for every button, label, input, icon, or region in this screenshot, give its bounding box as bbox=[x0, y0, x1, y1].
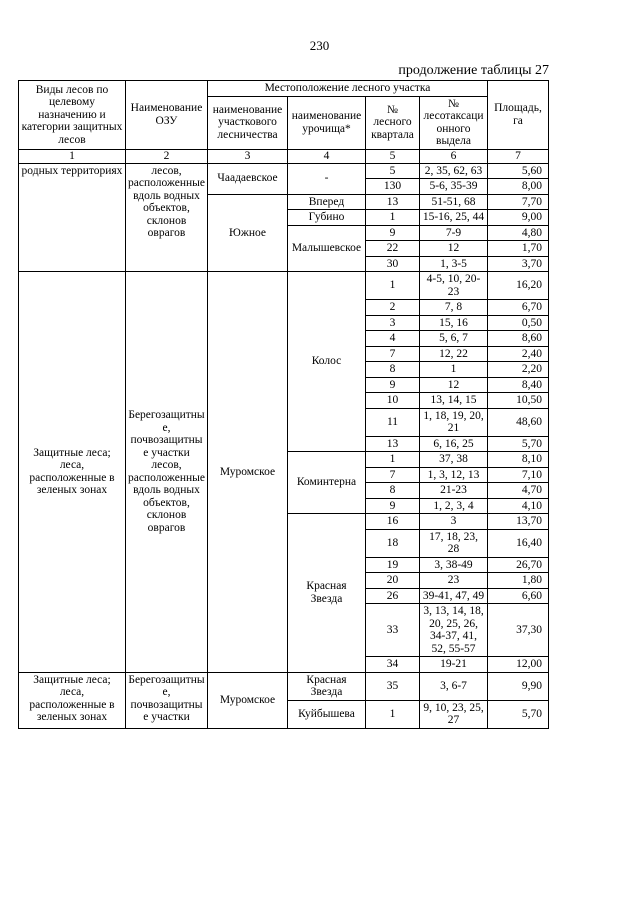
area-cell: 10,50 bbox=[488, 393, 549, 409]
col-number: 3 bbox=[208, 149, 288, 163]
area-cell: 8,60 bbox=[488, 331, 549, 347]
area-cell: 1,80 bbox=[488, 573, 549, 589]
area-cell: 8,40 bbox=[488, 377, 549, 393]
header-tract: наименование урочища* bbox=[288, 96, 366, 149]
area-cell: 9,00 bbox=[488, 210, 549, 226]
quarter-cell: 20 bbox=[366, 573, 420, 589]
header-location-group: Местоположение лесного участка bbox=[208, 81, 488, 97]
quarter-cell: 1 bbox=[366, 272, 420, 300]
allotment-cell: 4-5, 10, 20-23 bbox=[420, 272, 488, 300]
tract-cell: Красная Звезда bbox=[288, 514, 366, 673]
quarter-cell: 13 bbox=[366, 194, 420, 210]
table-row bbox=[19, 272, 549, 300]
quarter-cell: 33 bbox=[366, 604, 420, 657]
header-area: Площадь, га bbox=[488, 81, 549, 150]
continuation-title: продолжение таблицы 27 bbox=[398, 63, 549, 78]
quarter-cell: 9 bbox=[366, 498, 420, 514]
col-number: 5 bbox=[366, 149, 420, 163]
allotment-cell: 1 bbox=[420, 362, 488, 378]
header-allotment: № лесотаксационного выдела bbox=[420, 96, 488, 149]
allotment-cell: 51-51, 68 bbox=[420, 194, 488, 210]
quarter-cell: 30 bbox=[366, 256, 420, 272]
allotment-cell: 15, 16 bbox=[420, 315, 488, 331]
area-cell: 48,60 bbox=[488, 408, 549, 436]
forest-type-cell: Защитные леса; леса, расположенные в зеленых зонах bbox=[19, 672, 126, 728]
allotment-cell: 1, 2, 3, 4 bbox=[420, 498, 488, 514]
quarter-cell: 4 bbox=[366, 331, 420, 347]
ozu-cell: Берегозащитные, почвозащитные участки bbox=[126, 672, 208, 728]
quarter-cell: 13 bbox=[366, 436, 420, 452]
ozu-cell: Берегозащитные, почвозащитные участки лесов, расположенные вдоль водных объектов, склонов оврагов bbox=[126, 272, 208, 673]
allotment-cell: 37, 38 bbox=[420, 452, 488, 468]
allotment-cell: 1, 3-5 bbox=[420, 256, 488, 272]
tract-cell: Куйбышева bbox=[288, 700, 366, 728]
col-number: 1 bbox=[19, 149, 126, 163]
forestry-cell: Чаадаевское bbox=[208, 163, 288, 194]
forestry-cell: Южное bbox=[208, 194, 288, 272]
area-cell: 7,10 bbox=[488, 467, 549, 483]
tract-cell: Коминтерна bbox=[288, 452, 366, 514]
forest-plots-table bbox=[18, 80, 549, 729]
quarter-cell: 130 bbox=[366, 179, 420, 195]
allotment-cell: 15-16, 25, 44 bbox=[420, 210, 488, 226]
quarter-cell: 11 bbox=[366, 408, 420, 436]
quarter-cell: 5 bbox=[366, 163, 420, 179]
allotment-cell: 13, 14, 15 bbox=[420, 393, 488, 409]
header-forestry: наименование участкового лесничества bbox=[208, 96, 288, 149]
allotment-cell: 12, 22 bbox=[420, 346, 488, 362]
allotment-cell: 5-6, 35-39 bbox=[420, 179, 488, 195]
area-cell: 4,80 bbox=[488, 225, 549, 241]
quarter-cell: 9 bbox=[366, 225, 420, 241]
quarter-cell: 16 bbox=[366, 514, 420, 530]
allotment-cell: 23 bbox=[420, 573, 488, 589]
col-number: 6 bbox=[420, 149, 488, 163]
tract-cell: Малышевское bbox=[288, 225, 366, 272]
allotment-cell: 19-21 bbox=[420, 657, 488, 673]
area-cell: 6,60 bbox=[488, 588, 549, 604]
area-cell: 13,70 bbox=[488, 514, 549, 530]
area-cell: 8,10 bbox=[488, 452, 549, 468]
page-number: 230 bbox=[309, 38, 330, 53]
allotment-cell: 1, 3, 12, 13 bbox=[420, 467, 488, 483]
ozu-cell: лесов, расположенные вдоль водных объектов, склонов оврагов bbox=[126, 163, 208, 272]
quarter-cell: 2 bbox=[366, 300, 420, 316]
quarter-cell: 10 bbox=[366, 393, 420, 409]
allotment-cell: 7-9 bbox=[420, 225, 488, 241]
table-row bbox=[19, 163, 549, 179]
allotment-cell: 3, 6-7 bbox=[420, 672, 488, 700]
forestry-cell: Муромское bbox=[208, 272, 288, 673]
allotment-cell: 39-41, 47, 49 bbox=[420, 588, 488, 604]
quarter-cell: 19 bbox=[366, 557, 420, 573]
tract-cell: Губино bbox=[288, 210, 366, 226]
area-cell: 3,70 bbox=[488, 256, 549, 272]
header-ozu: Наименование ОЗУ bbox=[126, 81, 208, 150]
quarter-cell: 1 bbox=[366, 452, 420, 468]
area-cell: 5,70 bbox=[488, 700, 549, 728]
allotment-cell: 1, 18, 19, 20, 21 bbox=[420, 408, 488, 436]
area-cell: 7,70 bbox=[488, 194, 549, 210]
area-cell: 2,20 bbox=[488, 362, 549, 378]
allotment-cell: 17, 18, 23, 28 bbox=[420, 529, 488, 557]
tract-cell: Колос bbox=[288, 272, 366, 452]
area-cell: 6,70 bbox=[488, 300, 549, 316]
allotment-cell: 3, 13, 14, 18, 20, 25, 26, 34-37, 41, 52, 55-57 bbox=[420, 604, 488, 657]
area-cell: 4,10 bbox=[488, 498, 549, 514]
col-number: 7 bbox=[488, 149, 549, 163]
area-cell: 5,60 bbox=[488, 163, 549, 179]
allotment-cell: 9, 10, 23, 25, 27 bbox=[420, 700, 488, 728]
quarter-cell: 1 bbox=[366, 210, 420, 226]
quarter-cell: 3 bbox=[366, 315, 420, 331]
quarter-cell: 34 bbox=[366, 657, 420, 673]
allotment-cell: 21-23 bbox=[420, 483, 488, 499]
forestry-cell: Муромское bbox=[208, 672, 288, 728]
quarter-cell: 35 bbox=[366, 672, 420, 700]
forest-type-cell: Защитные леса; леса, расположенные в зеленых зонах bbox=[19, 272, 126, 673]
area-cell: 4,70 bbox=[488, 483, 549, 499]
table-row bbox=[19, 672, 549, 700]
area-cell: 8,00 bbox=[488, 179, 549, 195]
quarter-cell: 8 bbox=[366, 483, 420, 499]
quarter-cell: 7 bbox=[366, 467, 420, 483]
col-number: 4 bbox=[288, 149, 366, 163]
forest-type-cell: родных территориях bbox=[19, 163, 126, 272]
quarter-cell: 7 bbox=[366, 346, 420, 362]
allotment-cell: 5, 6, 7 bbox=[420, 331, 488, 347]
header-quarter: № лесного квартала bbox=[366, 96, 420, 149]
area-cell: 5,70 bbox=[488, 436, 549, 452]
quarter-cell: 26 bbox=[366, 588, 420, 604]
area-cell: 16,20 bbox=[488, 272, 549, 300]
header-forest-type: Виды лесов по целевому назначению и категории защитных лесов bbox=[19, 81, 126, 150]
allotment-cell: 6, 16, 25 bbox=[420, 436, 488, 452]
allotment-cell: 3, 38-49 bbox=[420, 557, 488, 573]
area-cell: 16,40 bbox=[488, 529, 549, 557]
area-cell: 9,90 bbox=[488, 672, 549, 700]
quarter-cell: 1 bbox=[366, 700, 420, 728]
area-cell: 2,40 bbox=[488, 346, 549, 362]
tract-cell: Вперед bbox=[288, 194, 366, 210]
quarter-cell: 8 bbox=[366, 362, 420, 378]
allotment-cell: 3 bbox=[420, 514, 488, 530]
quarter-cell: 18 bbox=[366, 529, 420, 557]
allotment-cell: 7, 8 bbox=[420, 300, 488, 316]
col-number: 2 bbox=[126, 149, 208, 163]
quarter-cell: 22 bbox=[366, 241, 420, 257]
allotment-cell: 2, 35, 62, 63 bbox=[420, 163, 488, 179]
area-cell: 37,30 bbox=[488, 604, 549, 657]
area-cell: 12,00 bbox=[488, 657, 549, 673]
area-cell: 1,70 bbox=[488, 241, 549, 257]
quarter-cell: 9 bbox=[366, 377, 420, 393]
area-cell: 26,70 bbox=[488, 557, 549, 573]
allotment-cell: 12 bbox=[420, 241, 488, 257]
allotment-cell: 12 bbox=[420, 377, 488, 393]
tract-cell: - bbox=[288, 163, 366, 194]
area-cell: 0,50 bbox=[488, 315, 549, 331]
tract-cell: Красная Звезда bbox=[288, 672, 366, 700]
